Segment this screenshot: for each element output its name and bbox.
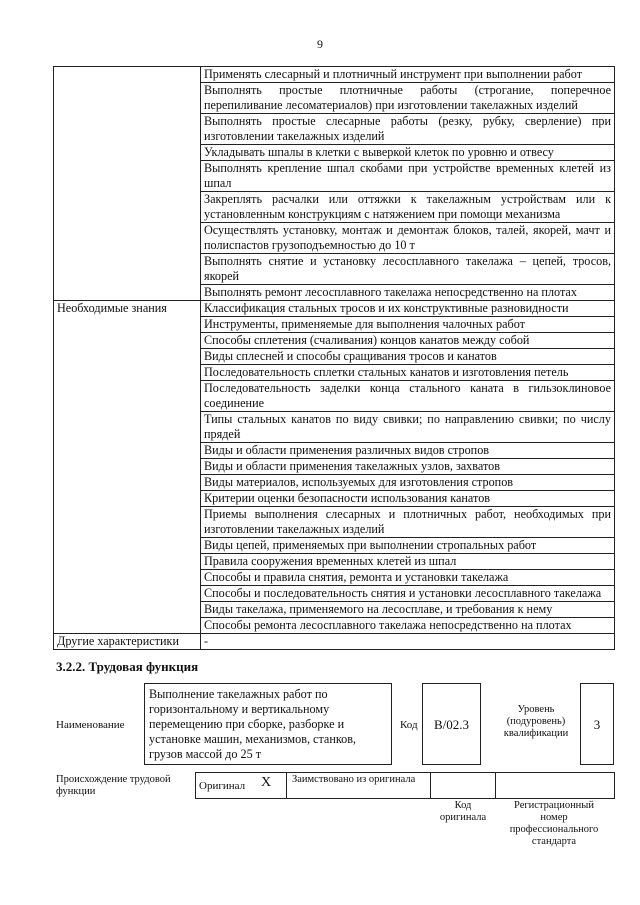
skills-label-cell (54, 67, 201, 301)
table-cell: Выполнять простые слесарные работы (резку, рубку, сверление) при изготовлении такелажных изделий (201, 114, 615, 145)
code-box (422, 683, 481, 765)
table-cell: Способы сплетения (счаливания) концов канатов между собой (201, 333, 615, 349)
code-label: Код (400, 719, 418, 731)
table-cell: Способы и правила снятия, ремонта и установки такелажа (201, 570, 615, 586)
table-cell: Типы стальных канатов по виду свивки; по направлению свивки; по числу прядей (201, 412, 615, 443)
table-cell: Выполнять снятие и установку лесосплавного такелажа – цепей, тросов, якорей (201, 254, 615, 285)
table-row (54, 634, 615, 650)
level-value: 3 (593, 717, 601, 732)
table-cell: Укладывать шпалы в клетки с выверкой клеток по уровню и отвесу (201, 145, 615, 161)
table-cell: Виды сплесней и способы сращивания тросов и канатов (201, 349, 615, 365)
level-label: Уровень (подуровень) квалификации (503, 704, 569, 739)
page-number: 9 (317, 37, 323, 51)
code-value: B/02.3 (433, 717, 470, 732)
table-cell: Виды материалов, используемых для изготовления стропов (201, 475, 615, 491)
table-cell: Применять слесарный и плотничный инструмент при выполнении работ (201, 67, 615, 83)
table-cell: Закреплять расчалки или оттяжки к такелажным устройствам или к установленным конструкциям с натяжением при помощи механизма (201, 192, 615, 223)
knowledge-label-cell: Необходимые знания (54, 301, 201, 634)
level-box (580, 683, 614, 765)
table-cell: Виды и области применения различных видов стропов (201, 443, 615, 459)
table-cell: Инструменты, применяемые для выполнения чалочных работ (201, 317, 615, 333)
table-cell: Классификация стальных тросов и их конструктивные разновидности (201, 301, 615, 317)
original-mark: X (261, 775, 272, 790)
requirements-table (53, 66, 615, 650)
name-label: Наименование (56, 719, 125, 731)
table-cell: Последовательность заделки конца стального каната в гильзоклиновое соединение (201, 381, 615, 412)
borrowed-label: Заимствовано из оригинала (292, 774, 416, 785)
table-cell: Последовательность сплетки стальных канатов и изготовления петель (201, 365, 615, 381)
table-cell: Способы и последовательность снятия и установки лесосплавного такелажа (201, 586, 615, 602)
original-label: Оригинал (199, 780, 246, 792)
reg-number-label: Регистрационный номер профессионального стандарта (509, 800, 599, 847)
function-name-value: Выполнение такелажных работ по горизонтальному и вертикальному перемещению при сборке, разборке и установке машин, механизмов, станков, грузов массой до 25 т (149, 687, 357, 761)
table-cell: Правила сооружения временных клетей из шпал (201, 554, 615, 570)
table-row (54, 67, 615, 83)
code-original-label: Код оригинала (439, 800, 487, 823)
table-cell: - (201, 634, 615, 650)
table-cell: Способы ремонта лесосплавного такелажа непосредственно на плотах (201, 618, 615, 634)
function-name-box (144, 683, 392, 765)
other-label-cell: Другие характеристики (54, 634, 201, 650)
table-cell: Критерии оценки безопасности использования канатов (201, 491, 615, 507)
table-cell: Осуществлять установку, монтаж и демонтаж блоков, талей, якорей, мачт и полиспастов грузоподъемностью до 10 т (201, 223, 615, 254)
table-cell: Выполнять простые плотничные работы (строгание, поперечное перепиливание лесоматериалов) при изготовлении такелажных изделий (201, 83, 615, 114)
table-cell: Виды цепей, применяемых при выполнении стропальных работ (201, 538, 615, 554)
origin-label: Происхождение трудовой функции (56, 774, 171, 797)
table-row (54, 301, 615, 317)
table-cell: Приемы выполнения слесарных и плотничных работ, необходимых при изготовлении такелажных изделий (201, 507, 615, 538)
table-cell: Выполнять крепление шпал скобами при устройстве временных клетей из шпал (201, 161, 615, 192)
table-cell: Виды и области применения такелажных узлов, захватов (201, 459, 615, 475)
table-cell: Выполнять ремонт лесосплавного такелажа непосредственно на плотах (201, 285, 615, 301)
section-heading: 3.2.2. Трудовая функция (56, 659, 199, 674)
table-cell: Виды такелажа, применяемого на лесосплаве, и требования к нему (201, 602, 615, 618)
